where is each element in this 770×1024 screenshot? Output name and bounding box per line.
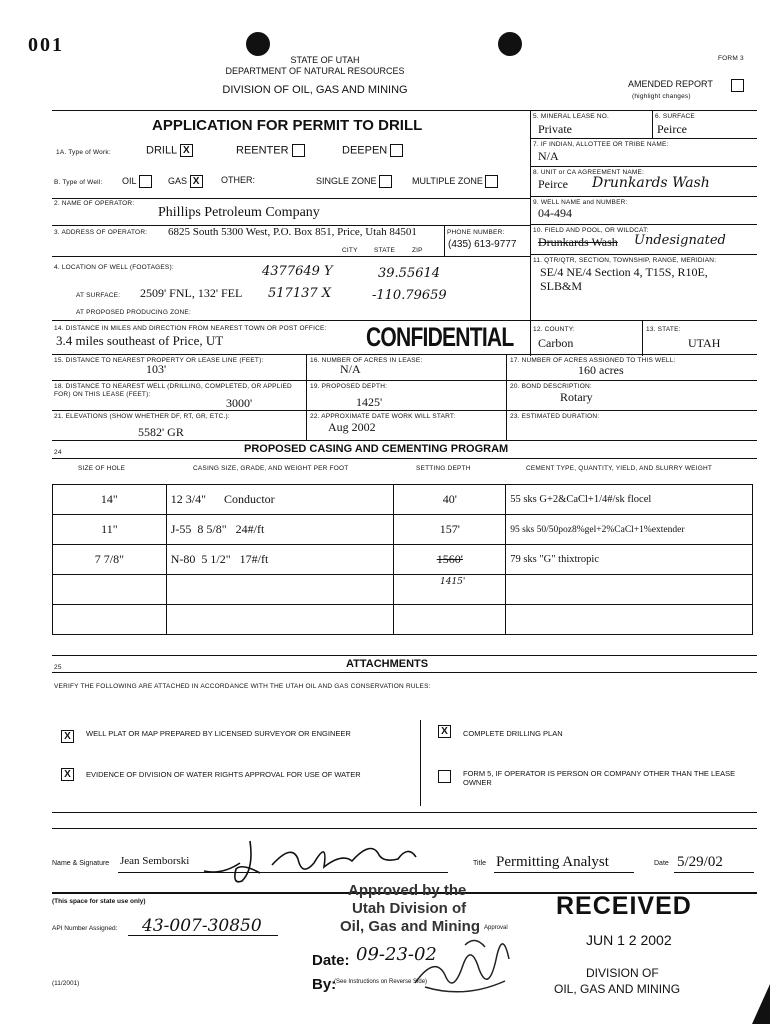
hole-size-cell[interactable]: 11"	[53, 515, 167, 545]
received-stamp-division: DIVISION OF	[586, 966, 659, 980]
type-of-work-label: 1A. Type of Work:	[56, 149, 111, 156]
operator-name-label: 2. NAME OF OPERATOR:	[54, 200, 135, 207]
drill-option[interactable]	[146, 144, 193, 157]
casing-header-hole: SIZE OF HOLE	[78, 465, 126, 472]
surface-value[interactable]: Peirce	[657, 122, 687, 136]
api-number-value[interactable]: 43-007-30850	[142, 916, 262, 936]
hole-size-cell[interactable]	[53, 605, 167, 635]
indian-allottee-label: 7. IF INDIAN, ALLOTTEE OR TRIBE NAME:	[533, 141, 669, 148]
approved-date-value: 09-23-02	[356, 944, 437, 965]
bond-value[interactable]: Rotary	[560, 390, 593, 404]
property-distance-label: 15. DISTANCE TO NEAREST PROPERTY OR LEASE LINE (FEET):	[54, 357, 264, 364]
mineral-lease-label: 5. MINERAL LEASE NO.	[533, 113, 610, 120]
title-label: Title	[473, 860, 486, 867]
indian-allottee-value[interactable]: N/A	[538, 149, 559, 163]
hole-size-cell[interactable]: 7 7/8"	[53, 545, 167, 575]
unit-agreement-value[interactable]: Peirce	[538, 177, 568, 191]
proposed-zone-label: AT PROPOSED PRODUCING ZONE:	[76, 309, 191, 316]
casing-section-title: PROPOSED CASING AND CEMENTING PROGRAM	[244, 443, 509, 455]
title-value[interactable]: Permitting Analyst	[496, 854, 609, 870]
oil-checkbox[interactable]	[139, 175, 152, 188]
city-label: CITY	[342, 247, 358, 254]
bond-label: 20. BOND DESCRIPTION:	[510, 383, 592, 390]
received-stamp-date: JUN 1 2 2002	[586, 932, 672, 948]
agency-dept: DEPARTMENT OF NATURAL RESOURCES	[225, 66, 405, 76]
api-number-label: API Number Assigned:	[52, 925, 118, 932]
location-latitude: 39.55614	[378, 266, 441, 281]
zip-label: ZIP	[412, 247, 423, 254]
single-zone-option[interactable]	[316, 175, 392, 188]
proposed-depth-label: 19. PROPOSED DEPTH:	[310, 383, 388, 390]
received-stamp: RECEIVED	[556, 892, 692, 920]
well-name-label: 9. WELL NAME and NUMBER:	[533, 199, 628, 206]
cement-cell[interactable]: 95 sks 50/50poz8%gel+2%CaCl+1%extender	[506, 515, 753, 545]
casing-header-casing: CASING SIZE, GRADE, AND WEIGHT PER FOOT	[193, 465, 349, 472]
assigned-acres-label: 17. NUMBER OF ACRES ASSIGNED TO THIS WELL:	[510, 357, 676, 364]
approved-date-label: Date:	[312, 952, 350, 969]
punch-hole-right	[498, 32, 522, 56]
setting-depth-cell[interactable]: 157'	[394, 515, 506, 545]
start-date-value[interactable]: Aug 2002	[328, 420, 376, 434]
at-surface-value[interactable]: 2509' FNL, 132' FEL	[140, 286, 243, 300]
operator-address-label: 3. ADDRESS OF OPERATOR:	[54, 229, 148, 236]
water-rights-label: EVIDENCE OF DIVISION OF WATER RIGHTS APPROVAL FOR USE OF WATER	[86, 770, 361, 779]
location-northing: 4377649 Y	[262, 264, 333, 279]
casing-table	[52, 484, 753, 635]
start-date-label: 22. APPROXIMATE DATE WORK WILL START:	[310, 413, 456, 420]
date-label: Date	[654, 860, 669, 867]
received-stamp-division-line2: OIL, GAS AND MINING	[554, 982, 681, 996]
drill-label: DRILL	[146, 144, 177, 157]
nearest-well-value[interactable]: 3000'	[226, 396, 253, 410]
form5-checkbox[interactable]	[438, 770, 451, 783]
hole-size-cell[interactable]	[53, 575, 167, 605]
location-longitude: -110.79659	[372, 288, 447, 303]
state-use-label: (This space for state use only)	[52, 898, 146, 905]
state-label: 13. STATE:	[646, 326, 681, 333]
reenter-label: REENTER	[236, 144, 289, 157]
table-row	[53, 515, 753, 545]
approved-stamp-line3: Oil, Gas and Mining	[340, 918, 481, 935]
hole-size-cell[interactable]: 14"	[53, 485, 167, 515]
qtr-section-label: 11. QTR/QTR, SECTION, TOWNSHIP, RANGE, MERIDIAN:	[533, 257, 717, 264]
casing-size-cell[interactable]	[166, 605, 394, 635]
single-zone-label: SINGLE ZONE	[316, 175, 377, 186]
cement-cell[interactable]	[506, 575, 753, 605]
amended-report-label: AMENDED REPORT	[628, 79, 713, 89]
table-row	[53, 545, 753, 575]
location-label: 4. LOCATION OF WELL (FOOTAGES):	[54, 264, 174, 271]
unit-agreement-label: 8. UNIT or CA AGREEMENT NAME:	[533, 169, 645, 176]
setting-depth-cell[interactable]: 40'	[394, 485, 506, 515]
field-pool-value[interactable]: Drunkards Wash	[538, 235, 618, 249]
cement-cell[interactable]	[506, 605, 753, 635]
multiple-zone-label: MULTIPLE ZONE	[412, 175, 483, 186]
at-surface-label: AT SURFACE:	[76, 292, 121, 299]
mineral-lease-value[interactable]: Private	[538, 122, 572, 136]
name-signature-value[interactable]: Jean Semborski	[120, 855, 190, 867]
amended-report-checkbox[interactable]	[731, 79, 744, 92]
distance-town-label: 14. DISTANCE IN MILES AND DIRECTION FROM NEAREST TOWN OR POST OFFICE:	[54, 325, 327, 332]
scan-corner-mark	[752, 984, 770, 1024]
gas-label: GAS	[168, 175, 188, 186]
property-distance-value[interactable]: 103'	[146, 362, 167, 376]
assigned-acres-value[interactable]: 160 acres	[578, 363, 624, 377]
casing-size-cell[interactable]: N-80 5 1/2" 17#/ft	[166, 545, 394, 575]
casing-header-depth: SETTING DEPTH	[416, 465, 471, 472]
single-zone-checkbox[interactable]	[379, 175, 392, 188]
field-pool-label: 10. FIELD AND POOL, OR WILDCAT:	[533, 227, 649, 234]
deepen-label: DEEPEN	[342, 144, 388, 157]
deepen-option[interactable]	[342, 144, 403, 157]
elevation-value[interactable]: 5582' GR	[138, 425, 184, 439]
deepen-checkbox[interactable]	[390, 144, 403, 157]
instructions-note: (See Instructions on Reverse Side)	[334, 979, 428, 985]
casing-size-cell[interactable]: 12 3/4" Conductor	[166, 485, 394, 515]
form-revision-date: (11/2001)	[52, 980, 80, 987]
drilling-plan-checkbox[interactable]: X	[438, 725, 451, 738]
gas-option[interactable]	[168, 175, 203, 188]
casing-size-cell[interactable]	[166, 575, 394, 605]
oil-label: OIL	[122, 175, 137, 186]
qtr-section-value[interactable]: SE/4 NE/4 Section 4, T15S, R10E, SLB&M	[540, 265, 708, 293]
oil-option[interactable]	[122, 175, 152, 188]
distance-town-value[interactable]: 3.4 miles southeast of Price, UT	[56, 333, 224, 348]
form-title: APPLICATION FOR PERMIT TO DRILL	[152, 117, 423, 134]
county-label: 12. COUNTY:	[533, 326, 575, 333]
plat-map-label: WELL PLAT OR MAP PREPARED BY LICENSED SURVEYOR OR ENGINEER	[86, 729, 351, 738]
drill-checkbox[interactable]: X	[180, 144, 193, 157]
county-value[interactable]: Carbon	[538, 336, 574, 350]
setting-depth-cell[interactable]	[394, 605, 506, 635]
date-value[interactable]: 5/29/02	[677, 854, 723, 870]
nearest-well-label: 18. DISTANCE TO NEAREST WELL (DRILLING, COMPLETED, OR APPLIED FOR) ON THIS LEASE (FEET):	[54, 383, 292, 398]
proposed-depth-value[interactable]: 1425'	[356, 395, 383, 409]
attachments-verify: VERIFY THE FOLLOWING ARE ATTACHED IN ACCORDANCE WITH THE UTAH OIL AND GAS CONSERVATION RULES:	[54, 683, 431, 690]
confidential-stamp: CONFIDENTIAL	[366, 322, 514, 352]
state-value[interactable]: UTAH	[688, 336, 721, 350]
agency-state: STATE OF UTAH	[290, 55, 360, 65]
approved-stamp-line2: Utah Division of	[352, 900, 467, 917]
lease-acres-label: 16. NUMBER OF ACRES IN LEASE:	[310, 357, 423, 364]
unit-agreement-handwritten: Drunkards Wash	[592, 175, 710, 191]
punch-hole-left	[246, 32, 270, 56]
page-number: 001	[28, 34, 64, 56]
approval-signature-scribble	[405, 925, 520, 1005]
water-rights-checkbox[interactable]: X	[61, 768, 74, 781]
approved-stamp-line1: Approved by the	[348, 882, 467, 899]
multiple-zone-option[interactable]	[412, 175, 498, 188]
field-pool-handwritten: Undesignated	[634, 233, 726, 248]
state-sub-label: STATE	[374, 247, 395, 254]
reenter-checkbox[interactable]	[292, 144, 305, 157]
highlight-changes: (highlight changes)	[632, 93, 691, 100]
table-row	[53, 485, 753, 515]
phone-label: PHONE NUMBER:	[447, 229, 505, 236]
plat-map-checkbox[interactable]: X	[61, 730, 74, 743]
phone-value[interactable]: (435) 613-9777	[448, 239, 517, 250]
approval-label: Approval	[484, 925, 508, 931]
agency-division: DIVISION OF OIL, GAS AND MINING	[222, 84, 408, 96]
attachments-title: ATTACHMENTS	[346, 658, 429, 670]
location-easting: 517137 X	[268, 286, 332, 301]
table-row	[53, 605, 753, 635]
cement-cell[interactable]: 55 sks G+2&CaCl+1/4#/sk flocel	[506, 485, 753, 515]
lease-acres-value[interactable]: N/A	[340, 362, 361, 376]
other-label: OTHER:	[221, 175, 256, 185]
type-of-well-label: B. Type of Well:	[54, 179, 103, 186]
duration-label: 23. ESTIMATED DURATION:	[510, 413, 600, 420]
drilling-plan-label: COMPLETE DRILLING PLAN	[463, 729, 563, 738]
gas-checkbox[interactable]: X	[190, 175, 203, 188]
surface-label: 6. SURFACE	[655, 113, 695, 120]
reenter-option[interactable]	[236, 144, 305, 157]
approved-by-label: By:	[312, 976, 337, 993]
operator-name-value[interactable]: Phillips Petroleum Company	[158, 205, 320, 220]
table-row	[53, 575, 753, 605]
setting-depth-handwritten: 1415'	[440, 577, 466, 587]
multiple-zone-checkbox[interactable]	[485, 175, 498, 188]
operator-address-value[interactable]: 6825 South 5300 West, P.O. Box 851, Price, Utah 84501	[168, 226, 417, 238]
casing-section-number: 24	[54, 449, 62, 456]
well-name-value[interactable]: 04-494	[538, 206, 572, 220]
cement-cell[interactable]: 79 sks "G" thixtropic	[506, 545, 753, 575]
signature-scribble	[202, 833, 432, 888]
setting-depth-cell[interactable]: 1560'	[394, 545, 506, 575]
name-signature-label: Name & Signature	[52, 860, 110, 867]
casing-header-cement: CEMENT TYPE, QUANTITY, YIELD, AND SLURRY WEIGHT	[526, 465, 713, 472]
elevation-label: 21. ELEVATIONS (SHOW WHETHER DF, RT, GR, ETC.):	[54, 413, 230, 420]
casing-size-cell[interactable]: J-55 8 5/8" 24#/ft	[166, 515, 394, 545]
form-number: FORM 3	[718, 55, 744, 62]
form5-label: FORM 5, IF OPERATOR IS PERSON OR COMPANY OTHER THAN THE LEASE OWNER	[463, 769, 736, 787]
attachments-number: 25	[54, 664, 62, 671]
